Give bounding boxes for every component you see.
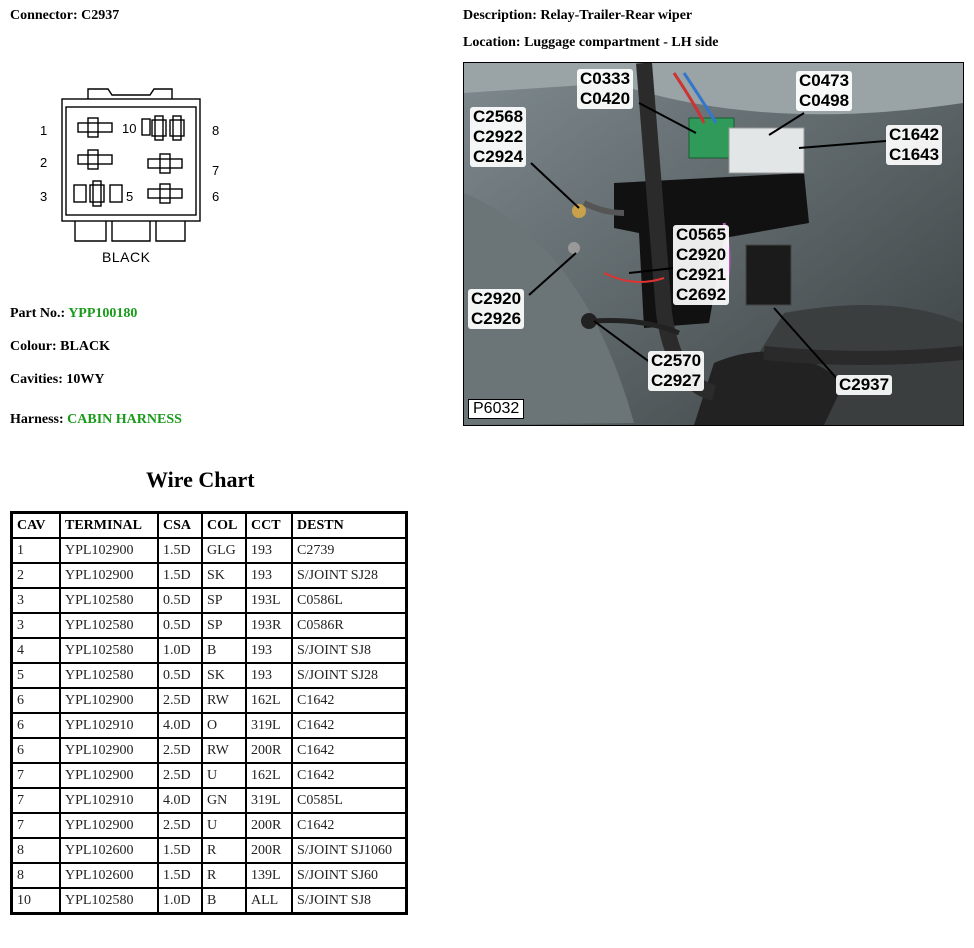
- table-cell: 200R: [246, 813, 292, 838]
- table-cell: C0586R: [292, 613, 407, 638]
- table-cell: 6: [12, 688, 61, 713]
- table-cell: 319L: [246, 788, 292, 813]
- table-cell: C1642: [292, 763, 407, 788]
- table-cell: YPL102600: [60, 863, 158, 888]
- table-cell: 4.0D: [158, 713, 202, 738]
- part-label: Part No.:: [10, 306, 66, 321]
- table-cell: 7: [12, 813, 61, 838]
- table-cell: RW: [202, 688, 246, 713]
- connector-field: [10, 8, 119, 24]
- table-cell: 200R: [246, 838, 292, 863]
- table-cell: SK: [202, 563, 246, 588]
- pin-number: 10: [122, 121, 137, 136]
- table-cell: C1642: [292, 713, 407, 738]
- connector-label: Connector:: [10, 8, 78, 23]
- table-cell: RW: [202, 738, 246, 763]
- table-header-row: [12, 513, 407, 539]
- table-cell: GN: [202, 788, 246, 813]
- table-cell: B: [202, 888, 246, 914]
- pin-number: 3: [40, 189, 48, 204]
- table-cell: ALL: [246, 888, 292, 914]
- wire-chart-table: [10, 511, 408, 915]
- cavities-field: [10, 372, 105, 388]
- table-cell: O: [202, 713, 246, 738]
- column-header: TERMINAL: [60, 513, 158, 539]
- table-cell: YPL102580: [60, 638, 158, 663]
- table-cell: 1.5D: [158, 538, 202, 563]
- table-cell: B: [202, 638, 246, 663]
- harness-label: Harness:: [10, 412, 64, 427]
- callout-c2570-c2927: C2570 C2927: [648, 351, 704, 391]
- table-cell: GLG: [202, 538, 246, 563]
- table-cell: 5: [12, 663, 61, 688]
- connector-colour-label: BLACK: [102, 249, 151, 265]
- table-cell: C1642: [292, 738, 407, 763]
- table-cell: 1.5D: [158, 863, 202, 888]
- table-cell: YPL102900: [60, 738, 158, 763]
- column-header: CAV: [12, 513, 61, 539]
- connector-value: C2937: [81, 8, 120, 23]
- table-cell: 193: [246, 663, 292, 688]
- table-row: [12, 613, 407, 638]
- table-cell: 10: [12, 888, 61, 914]
- table-cell: 193: [246, 638, 292, 663]
- column-header: DESTN: [292, 513, 407, 539]
- table-cell: 319L: [246, 713, 292, 738]
- table-cell: 3: [12, 613, 61, 638]
- location-field: [463, 35, 719, 51]
- table-cell: 0.5D: [158, 613, 202, 638]
- table-cell: 4.0D: [158, 788, 202, 813]
- description-label: Description:: [463, 8, 537, 23]
- cavities-label: Cavities:: [10, 372, 63, 387]
- pin-number: 2: [40, 155, 48, 170]
- table-cell: 4: [12, 638, 61, 663]
- table-row: [12, 838, 407, 863]
- colour-value: BLACK: [60, 339, 110, 354]
- table-cell: YPL102900: [60, 763, 158, 788]
- pin-number: 1: [40, 123, 48, 138]
- table-cell: YPL102900: [60, 813, 158, 838]
- table-cell: SP: [202, 613, 246, 638]
- table-cell: 1.0D: [158, 888, 202, 914]
- table-cell: 162L: [246, 688, 292, 713]
- table-cell: YPL102580: [60, 663, 158, 688]
- table-cell: 8: [12, 863, 61, 888]
- colour-field: [10, 339, 110, 355]
- location-value: Luggage compartment - LH side: [524, 35, 719, 50]
- table-cell: C1642: [292, 813, 407, 838]
- location-photo: [463, 62, 964, 426]
- harness-value: CABIN HARNESS: [67, 412, 182, 427]
- table-row: [12, 538, 407, 563]
- wire-chart-body: [12, 538, 407, 914]
- table-cell: 3: [12, 588, 61, 613]
- table-cell: S/JOINT SJ28: [292, 663, 407, 688]
- photo-code: P6032: [468, 399, 524, 419]
- table-row: [12, 688, 407, 713]
- pin-number: 6: [212, 189, 220, 204]
- connector-outline: [30, 85, 230, 270]
- wire-chart-title: Wire Chart: [146, 467, 255, 492]
- callout-c0333-c0420: C0333 C0420: [577, 69, 633, 109]
- table-cell: 7: [12, 763, 61, 788]
- table-cell: YPL102900: [60, 563, 158, 588]
- column-header: COL: [202, 513, 246, 539]
- table-cell: 193R: [246, 613, 292, 638]
- cavities-value: 10WY: [66, 372, 105, 387]
- table-cell: SP: [202, 588, 246, 613]
- table-cell: 1.0D: [158, 638, 202, 663]
- table-cell: 2.5D: [158, 813, 202, 838]
- callout-c2920-c2926: C2920 C2926: [468, 289, 524, 329]
- table-cell: YPL102910: [60, 788, 158, 813]
- table-cell: C0585L: [292, 788, 407, 813]
- table-cell: R: [202, 838, 246, 863]
- callout-c1642-c1643: C1642 C1643: [886, 125, 942, 165]
- table-cell: 1: [12, 538, 61, 563]
- table-cell: 162L: [246, 763, 292, 788]
- table-cell: U: [202, 813, 246, 838]
- table-cell: 2.5D: [158, 738, 202, 763]
- table-cell: 6: [12, 738, 61, 763]
- table-cell: 1.5D: [158, 563, 202, 588]
- table-cell: YPL102580: [60, 588, 158, 613]
- table-cell: 0.5D: [158, 588, 202, 613]
- pin-number: 7: [212, 163, 220, 178]
- table-row: [12, 813, 407, 838]
- table-cell: SK: [202, 663, 246, 688]
- callout-c2937: C2937: [836, 375, 892, 395]
- pin-number: 8: [212, 123, 220, 138]
- table-cell: C2739: [292, 538, 407, 563]
- table-cell: 1.5D: [158, 838, 202, 863]
- table-row: [12, 738, 407, 763]
- description-field: [463, 8, 692, 24]
- connector-face-diagram: [30, 85, 230, 270]
- part-field: [10, 306, 137, 322]
- table-cell: 193L: [246, 588, 292, 613]
- table-cell: C0586L: [292, 588, 407, 613]
- table-row: [12, 563, 407, 588]
- pin-number: 5: [126, 189, 134, 204]
- column-header: CSA: [158, 513, 202, 539]
- table-row: [12, 763, 407, 788]
- table-cell: 2.5D: [158, 763, 202, 788]
- table-cell: S/JOINT SJ1060: [292, 838, 407, 863]
- table-cell: 2.5D: [158, 688, 202, 713]
- table-row: [12, 663, 407, 688]
- table-cell: S/JOINT SJ60: [292, 863, 407, 888]
- table-row: [12, 713, 407, 738]
- table-cell: C1642: [292, 688, 407, 713]
- table-cell: 7: [12, 788, 61, 813]
- table-cell: 139L: [246, 863, 292, 888]
- part-value: YPP100180: [68, 306, 138, 321]
- table-cell: 8: [12, 838, 61, 863]
- colour-label: Colour:: [10, 339, 57, 354]
- table-row: [12, 863, 407, 888]
- table-cell: R: [202, 863, 246, 888]
- callout-c2568-c2922-c2924: C2568 C2922 C2924: [470, 107, 526, 167]
- table-cell: YPL102600: [60, 838, 158, 863]
- description-value: Relay-Trailer-Rear wiper: [540, 8, 693, 23]
- table-cell: 2: [12, 563, 61, 588]
- table-cell: YPL102580: [60, 613, 158, 638]
- harness-field: [10, 412, 182, 428]
- table-cell: 193: [246, 563, 292, 588]
- table-cell: YPL102910: [60, 713, 158, 738]
- table-cell: S/JOINT SJ8: [292, 638, 407, 663]
- table-cell: YPL102580: [60, 888, 158, 914]
- table-cell: S/JOINT SJ8: [292, 888, 407, 914]
- table-cell: 200R: [246, 738, 292, 763]
- table-row: [12, 638, 407, 663]
- table-cell: S/JOINT SJ28: [292, 563, 407, 588]
- callout-c0565-group: C0565 C2920 C2921 C2692: [673, 225, 729, 305]
- column-header: CCT: [246, 513, 292, 539]
- table-cell: YPL102900: [60, 688, 158, 713]
- callout-c0473-c0498: C0473 C0498: [796, 71, 852, 111]
- table-cell: YPL102900: [60, 538, 158, 563]
- table-cell: 6: [12, 713, 61, 738]
- table-row: [12, 588, 407, 613]
- table-cell: 193: [246, 538, 292, 563]
- table-cell: 0.5D: [158, 663, 202, 688]
- location-label: Location:: [463, 35, 521, 50]
- table-row: [12, 888, 407, 914]
- table-cell: U: [202, 763, 246, 788]
- table-row: [12, 788, 407, 813]
